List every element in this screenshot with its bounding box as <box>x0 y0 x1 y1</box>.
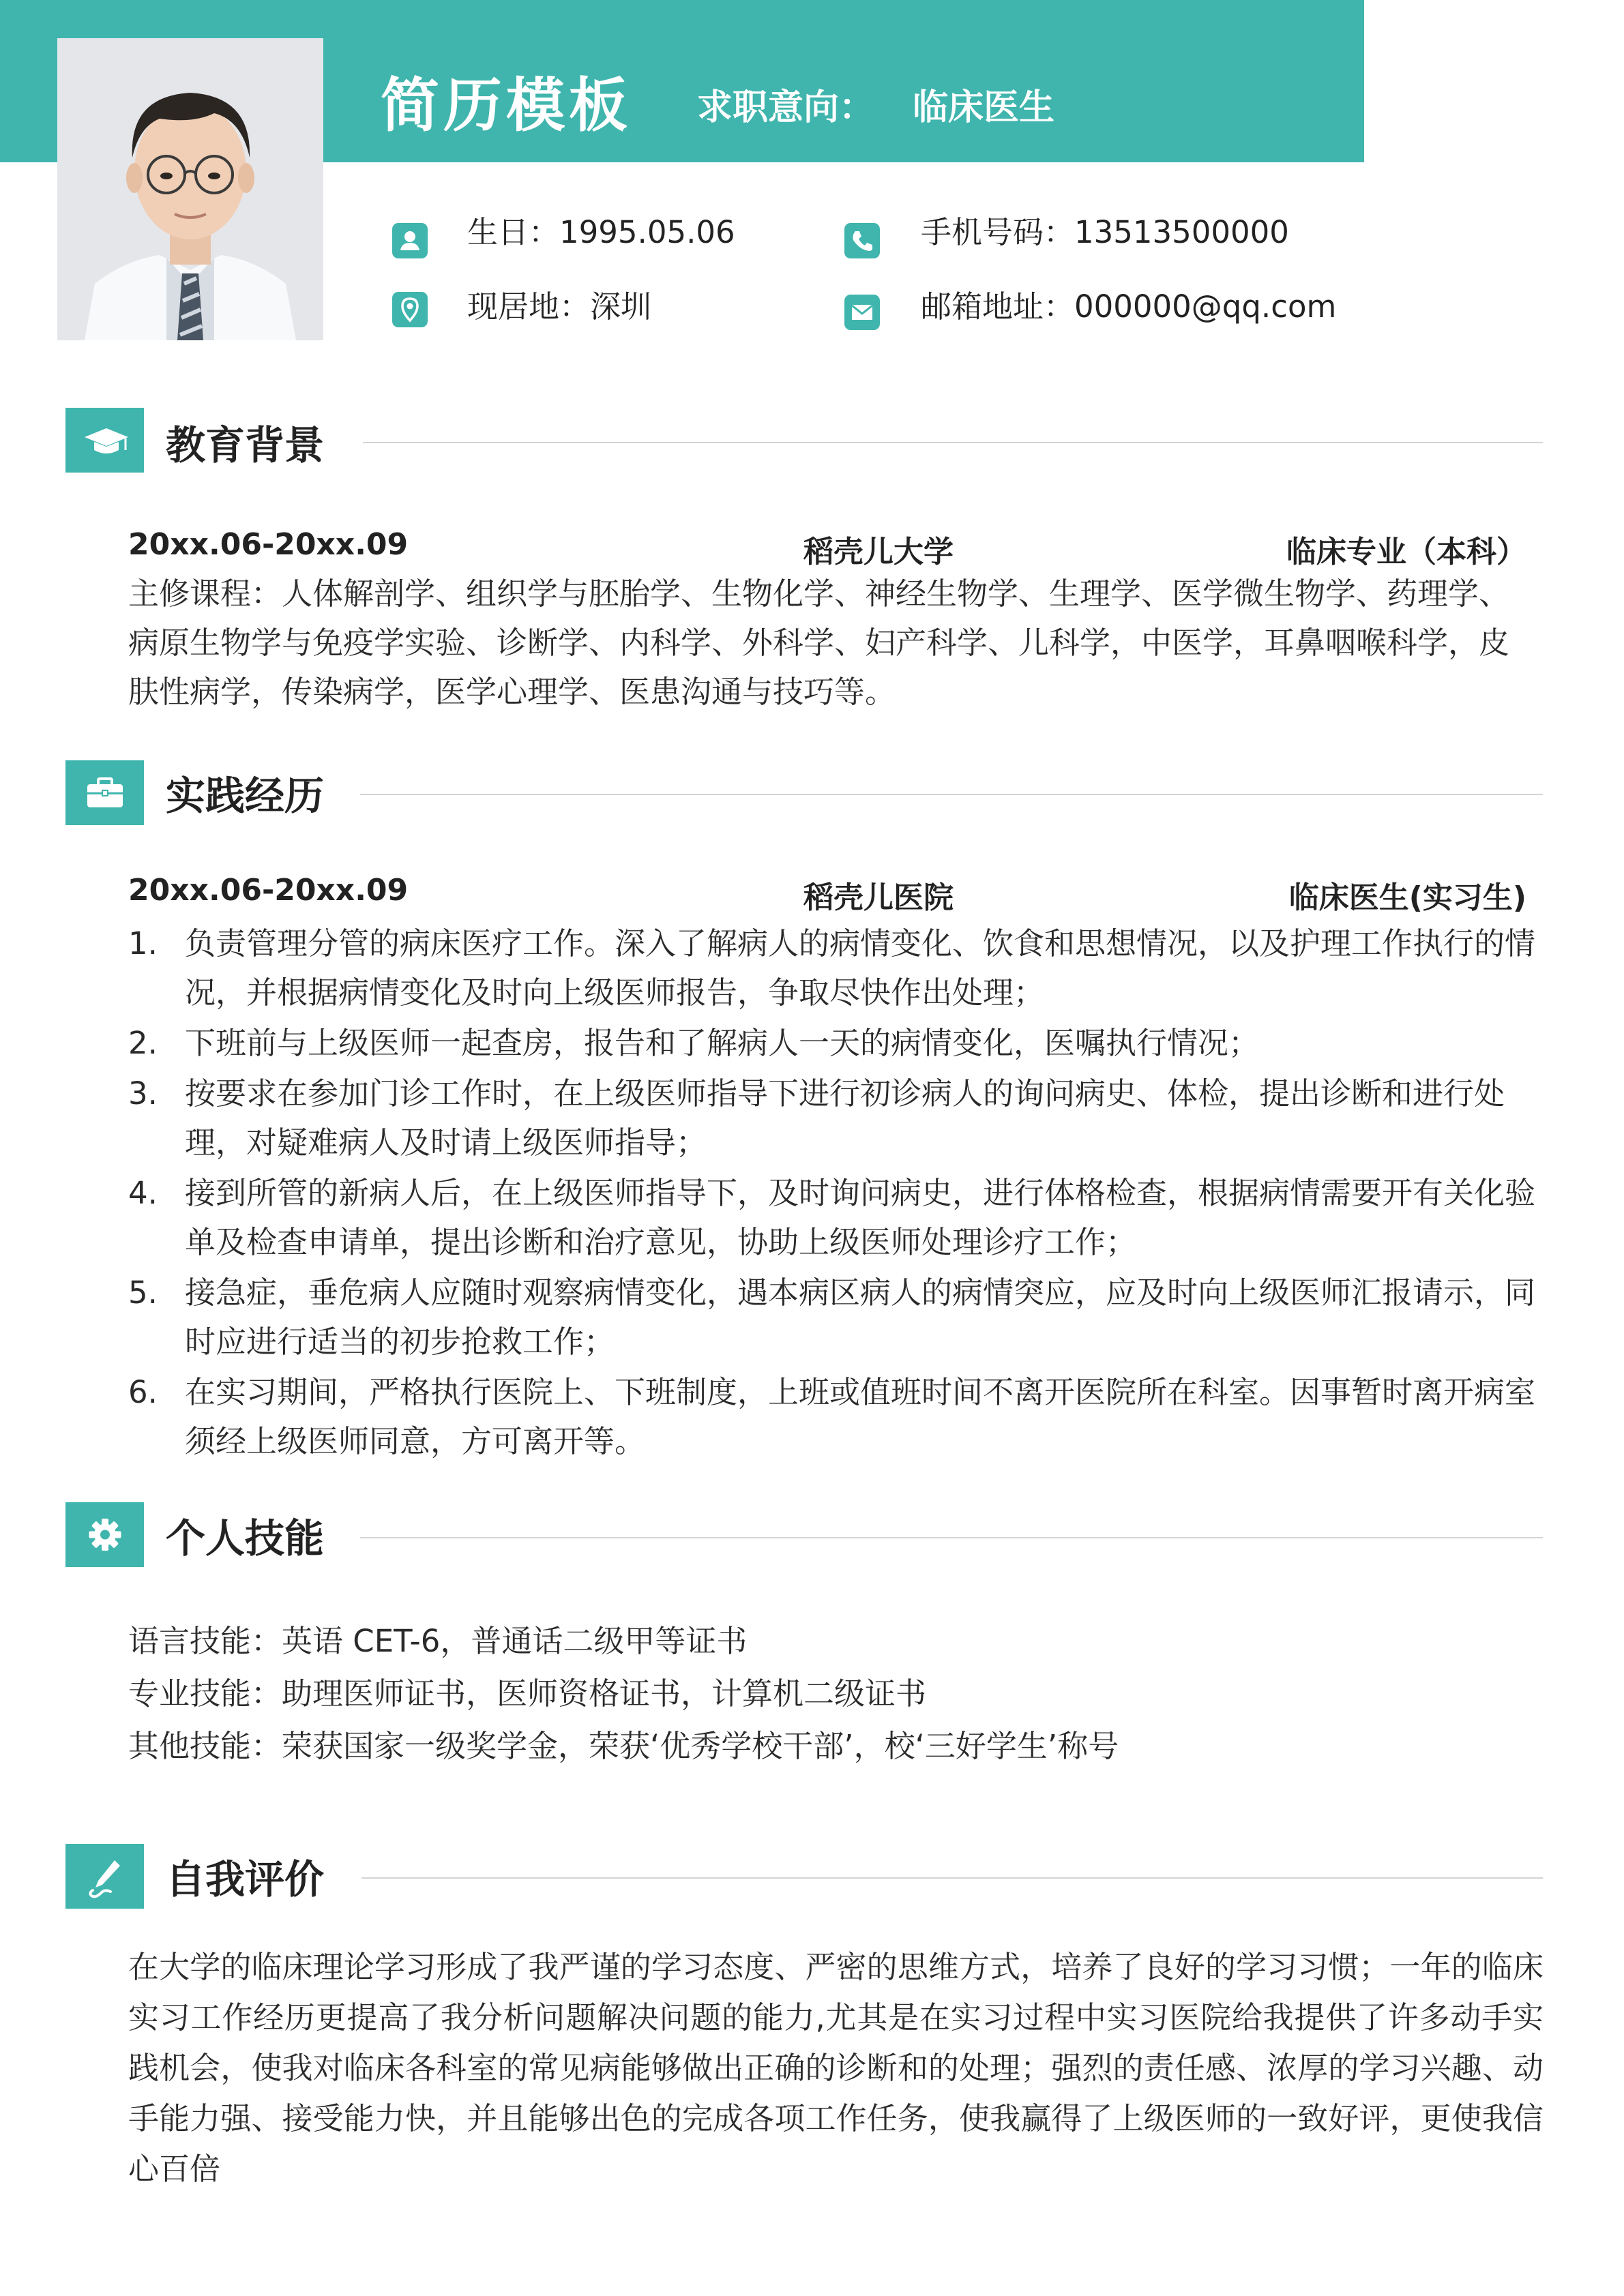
list-item: 3. 按要求在参加门诊工作时，在上级医师指导下进行初诊病人的询问病史、体检，提出诊断和进行处理，对疑难病人及时请上级医师指导； <box>128 1075 1505 1161</box>
graduation-cap-icon <box>65 408 144 473</box>
experience-period: 20xx.06-20xx.09 <box>128 873 409 908</box>
education-major: 临床专业（本科） <box>1286 535 1526 569</box>
skill-language: 语言技能：英语 CET-6，普通话二级甲等证书 <box>128 1623 748 1659</box>
location-icon <box>392 292 428 327</box>
self-evaluation-text: 在大学的临床理论学习形成了我严谨的学习态度、严密的思维方式，培养了良好的学习习惯；一年的临床实习工作经历更提高了我分析问题解决问题的能力,尤其是在实习过程中实习医院给我提供了许多动手实践机会，使我对临床各科室的常见病能够做出正确的诊断和的处理；强烈的责任感、浓厚的学习兴趣、动手能力强、接受能力快，并且能够出色的完成各项工作任务，使我赢得了上级医师的一致好评，更使我信心百倍 <box>128 1949 1544 2187</box>
education-header-row <box>128 527 1526 568</box>
section-title-evaluation: 自我评价 <box>166 1856 325 1903</box>
job-intent-value: 临床医生 <box>913 87 1055 128</box>
skill-other: 其他技能：荣获国家一级奖学金，荣获‘优秀学校干部’，校‘三好学生’称号 <box>128 1728 1119 1764</box>
gear-icon <box>65 1502 144 1567</box>
list-item: 6. 在实习期间，严格执行医院上、下班制度，上班或值班时间不离开医院所在科室。因事暂时离开病室须经上级医师同意，方可离开等。 <box>128 1374 1536 1459</box>
location-text: 现居地：深圳 <box>467 288 652 325</box>
education-school: 稻壳儿大学 <box>803 535 954 569</box>
section-divider <box>363 442 1543 443</box>
list-item: 2. 下班前与上级医师一起查房，报告和了解病人一天的病情变化，医嘱执行情况； <box>128 1025 1260 1061</box>
section-divider <box>360 794 1543 795</box>
phone-text: 手机号码：13513500000 <box>921 214 1289 250</box>
section-divider <box>361 1877 1543 1879</box>
job-intent-label: 求职意向： <box>697 87 875 128</box>
list-item: 4. 接到所管的新病人后，在上级医师指导下，及时询问病史，进行体格检查，根据病情需要开有关化验单及检查申请单，提出诊断和治疗意见，协助上级医师处理诊疗工作； <box>128 1175 1536 1260</box>
list-item: 1. 负责管理分管的病床医疗工作。深入了解病人的病情变化、饮食和思想情况，以及护理工作执行的情况，并根据病情变化及时向上级医师报告，争取尽快作出处理； <box>128 925 1536 1011</box>
experience-role: 临床医生(实习生) <box>1288 880 1526 915</box>
pen-icon <box>65 1844 144 1909</box>
list-item: 5. 接急症，垂危病人应随时观察病情变化，遇本病区病人的病情突应，应及时向上级医师汇报请示，同时应进行适当的初步抢救工作； <box>128 1274 1536 1360</box>
birthday-text: 生日：1995.05.06 <box>467 214 735 250</box>
phone-icon <box>844 223 880 258</box>
resume-title: 简历模板 <box>381 72 632 140</box>
section-title-education: 教育背景 <box>166 422 325 468</box>
experience-duty-list <box>128 919 1540 1467</box>
section-divider <box>360 1537 1543 1538</box>
section-title-experience: 实践经历 <box>166 773 325 819</box>
skill-professional: 专业技能：助理医师证书，医师资格证书，计算机二级证书 <box>128 1675 927 1712</box>
education-courses: 主修课程：人体解剖学、组织学与胚胎学、生物化学、神经生物学、生理学、医学微生物学、药理学、病原生物学与免疫学实验、诊断学、内科学、外科学、妇产科学、儿科学，中医学，耳鼻咽喉科学，皮肤性病学，传染病学，医学心理学、医患沟通与技巧等。 <box>128 576 1510 710</box>
person-icon <box>392 223 428 258</box>
section-title-skills: 个人技能 <box>166 1515 325 1562</box>
experience-header-row <box>128 873 1526 914</box>
experience-org: 稻壳儿医院 <box>803 880 954 915</box>
job-intent <box>697 87 1055 128</box>
briefcase-icon <box>65 760 144 825</box>
portrait-image <box>57 38 323 340</box>
education-period: 20xx.06-20xx.09 <box>128 527 409 562</box>
email-text: 邮箱地址：000000@qq.com <box>921 288 1337 325</box>
profile-photo <box>57 38 323 340</box>
email-icon <box>844 295 880 330</box>
